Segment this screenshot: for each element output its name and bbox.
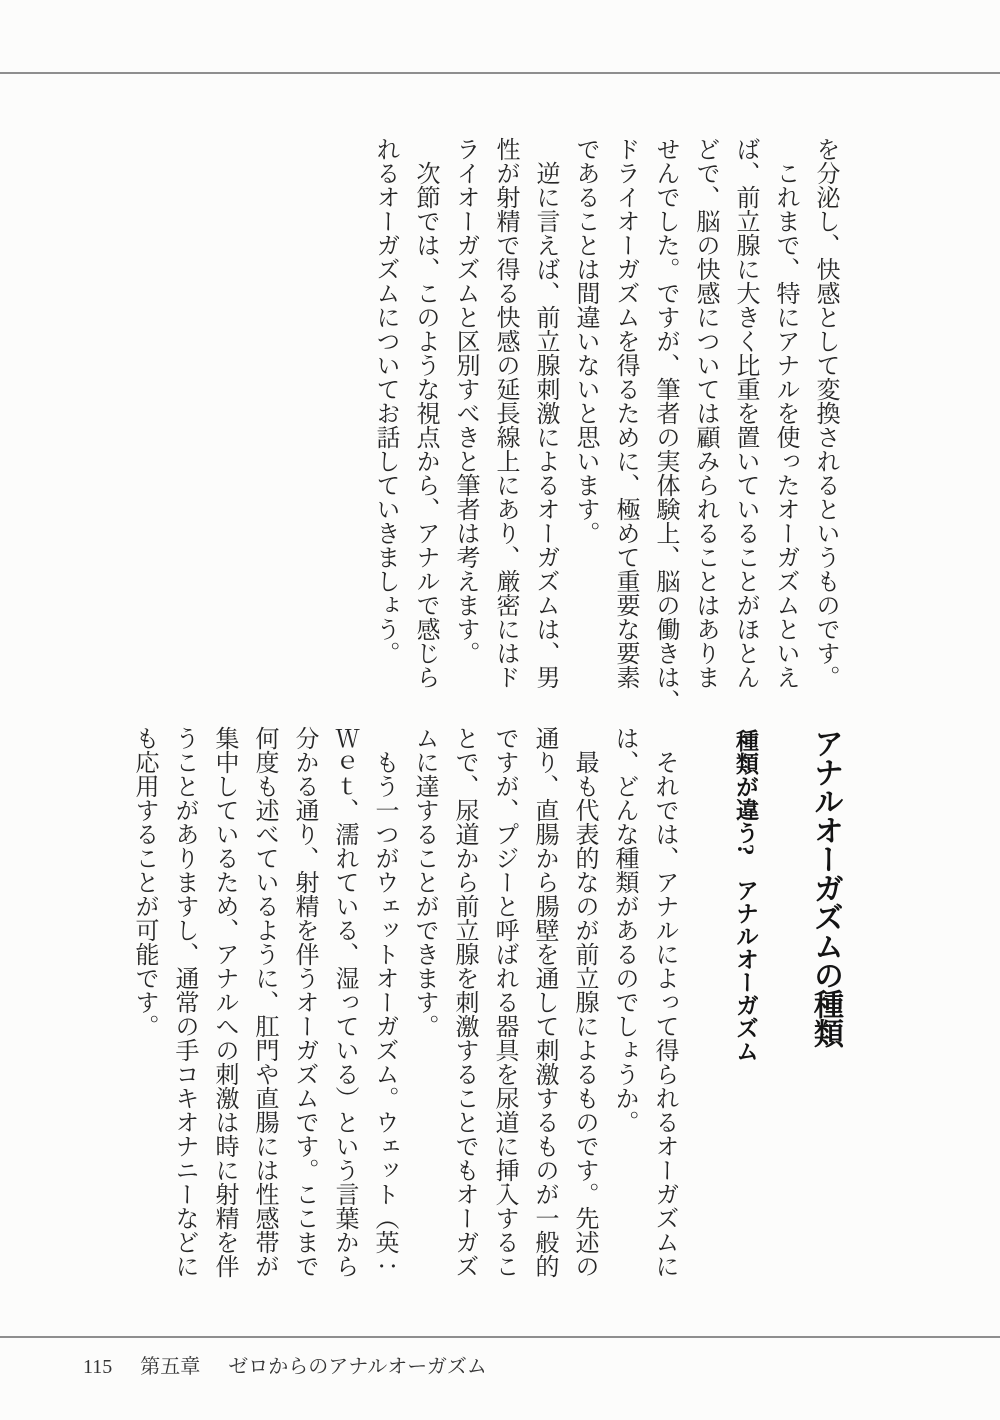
- text-column: 分かる通り、射精を伴うオーガズムです。ここまで: [291, 726, 317, 1278]
- text-column: とで、尿道から前立腺を刺激することでもオーガズ: [451, 726, 477, 1278]
- text-column: を分泌し、快感として変換されるというものです。: [812, 137, 838, 689]
- text-column: もう一つがウェットオーガズム。ウェット（英：: [371, 750, 397, 1278]
- text-column: であることは間違いないと思います。: [572, 137, 598, 545]
- text-column: ば、前立腺に大きく比重を置いていることがほとん: [732, 137, 758, 689]
- text-column: せんでした。ですが、筆者の実体験上、脳の働きは、: [652, 137, 678, 713]
- text-column: 通り、直腸から腸壁を通して刺激するものが一般的: [531, 726, 557, 1278]
- text-column: どで、脳の快感については顧みられることはありま: [692, 137, 718, 689]
- header-rule: [0, 72, 1000, 74]
- page-number: 115: [83, 1356, 113, 1378]
- text-column: れるオーガズムについてお話していきましょう。: [372, 137, 398, 665]
- footer-rule: [0, 1336, 1000, 1338]
- text-column: も応用することが可能です。: [131, 726, 157, 1038]
- text-column: 集中しているため、アナルへの刺激は時に射精を伴: [211, 726, 237, 1278]
- chapter-title: ゼロからのアナルオーガズム: [228, 1356, 487, 1378]
- text-column: は、どんな種類があるのでしょうか。: [611, 726, 637, 1134]
- text-column: Ｗｅｔ、濡れている、湿っている）という言葉から: [331, 726, 357, 1278]
- text-column: ですが、プジーと呼ばれる器具を尿道に挿入するこ: [491, 726, 517, 1278]
- text-column: ムに達することができます。: [411, 726, 437, 1038]
- text-column: これまで、特にアナルを使ったオーガズムといえ: [772, 161, 798, 689]
- section-subheading: 種類が違う? アナルオーガズム: [733, 729, 758, 1063]
- text-column: 性が射精で得る快感の延長線上にあり、厳密にはド: [492, 137, 518, 689]
- text-column: 次節では、このような視点から、アナルで感じら: [412, 161, 438, 689]
- chapter-label: 第五章: [140, 1356, 201, 1378]
- text-column: 逆に言えば、前立腺刺激によるオーガズムは、男: [532, 161, 558, 689]
- text-column: ドライオーガズムを得るために、極めて重要な要素: [612, 137, 638, 689]
- text-column: 最も代表的なのが前立腺によるものです。先述の: [571, 750, 597, 1278]
- section-heading: アナルオーガズムの種類: [809, 728, 842, 1047]
- text-column: 何度も述べているように、肛門や直腸には性感帯が: [251, 726, 277, 1278]
- page-footer: [83, 1350, 487, 1379]
- paragraph-block-top: [365, 137, 845, 713]
- paragraph-block-bottom: [124, 726, 684, 1278]
- text-column: うことがありますし、通常の手コキオナニーなどに: [171, 726, 197, 1278]
- text-column: それでは、アナルによって得られるオーガズムに: [651, 750, 677, 1278]
- text-column: ライオーガズムと区別すべきと筆者は考えます。: [452, 137, 478, 665]
